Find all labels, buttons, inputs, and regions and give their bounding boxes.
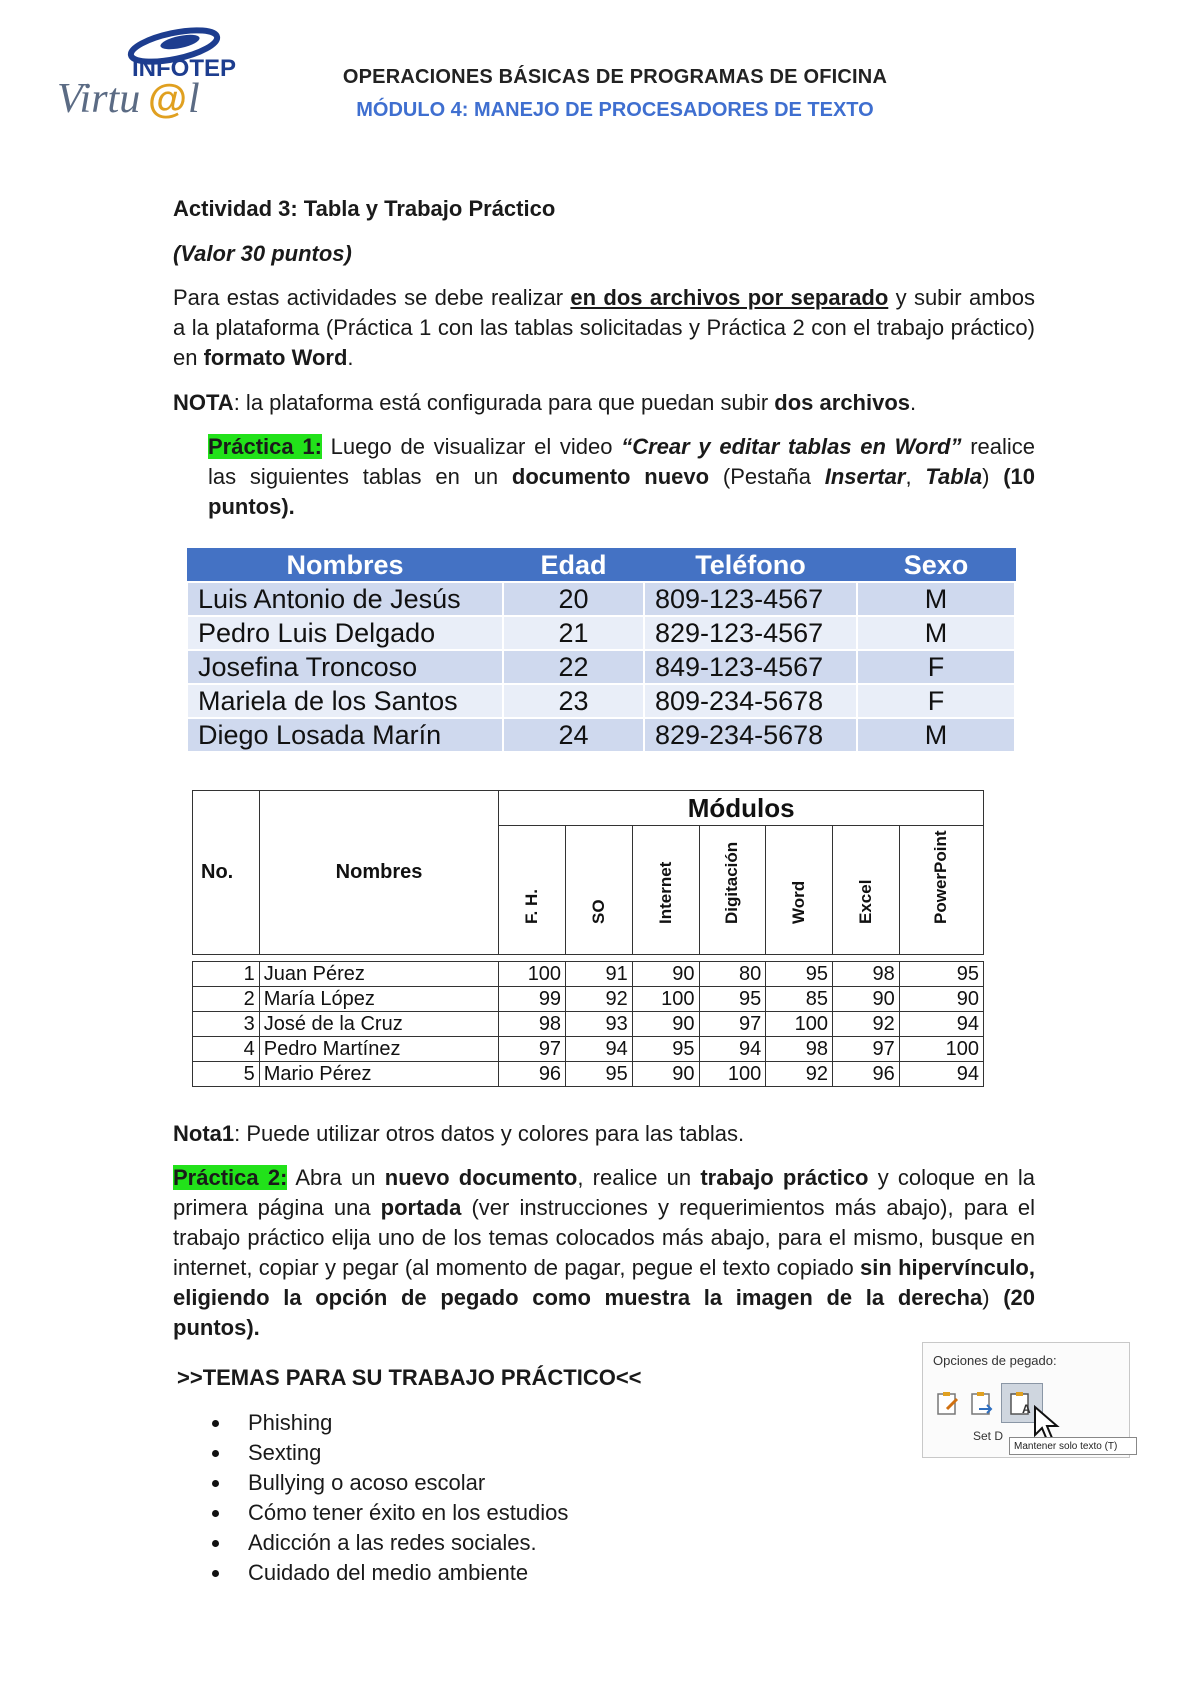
column-header: Nombres [187,549,503,583]
activity-intro-paragraph: Para estas actividades se debe realizar en dos archivos por separado y subir ambos a la plataforma (Práctica 1 con las tablas solicitadas y Práctica 2 con el trabajo práctico) en formato Word. [173,285,1035,370]
module-header: Digitación [699,826,766,955]
table-row: 5 Mario Pérez 96 95 90 100 92 96 94 [193,1062,984,1087]
svg-text:l: l [188,76,200,120]
module-header: PowerPoint [899,826,983,955]
keep-text-only-icon [1008,1389,1034,1417]
list-item: Cómo tener éxito en los estudios [208,1498,568,1528]
modules-header: Módulos [499,791,984,826]
bullet-icon [212,1570,219,1577]
students-contact-table [186,548,1016,753]
bullet-icon [212,1420,219,1427]
paste-options-image [922,1342,1130,1458]
table-row: 4 Pedro Martínez 97 94 95 94 98 97 100 [193,1037,984,1062]
practica1-paragraph: Práctica 1: Luego de visualizar el video “Crear y editar tablas en Word” realice las siguientes tablas en un documento nuevo (Pestaña Insertar, Tabla) (10 puntos). [208,434,1036,519]
temas-list [208,1408,568,1588]
bullet-icon [212,1450,219,1457]
practica1-label: Práctica 1: [208,434,322,459]
format-word: formato Word [203,345,348,370]
table-row: 1 Juan Pérez 100 91 90 80 95 98 95 [193,962,984,987]
svg-text:INFOTEP: INFOTEP [132,55,237,82]
temas-heading: >>TEMAS PARA SU TRABAJO PRÁCTICO<< [177,1365,642,1390]
practica2-label: Práctica 2: [173,1165,288,1190]
names-header: Nombres [259,791,499,955]
bullet-icon [212,1510,219,1517]
table-row: 2 María López 99 92 100 95 85 90 90 [193,987,984,1012]
list-item: Sexting [208,1438,568,1468]
svg-text:Virtu: Virtu [57,76,141,120]
merge-format-icon [969,1389,995,1417]
list-item: Bullying o acoso escolar [208,1468,568,1498]
module-header: Excel [833,826,900,955]
keep-source-format-icon [935,1389,961,1417]
module-header: SO [566,826,633,955]
table-row: Mariela de los Santos 23 809-234-5678 F [187,684,1015,718]
table-row: Josefina Troncoso 22 849-123-4567 F [187,650,1015,684]
list-item: Cuidado del medio ambiente [208,1558,568,1588]
svg-text:@: @ [148,77,188,120]
module-header: Word [766,826,833,955]
student-grades-table [192,790,984,1087]
table-row: Luis Antonio de Jesús 20 809-123-4567 M [187,582,1015,616]
table-row: 3 José de la Cruz 98 93 90 97 100 92 94 [193,1012,984,1037]
bullet-icon [212,1540,219,1547]
document-header-title: OPERACIONES BÁSICAS DE PROGRAMAS DE OFICINA [342,66,888,88]
bullet-icon [212,1480,219,1487]
table-header-row [187,549,1015,583]
table-row: Diego Losada Marín 24 829-234-5678 M [187,718,1015,752]
activity-value: (Valor 30 puntos) [173,241,352,266]
table-row: Pedro Luis Delgado 21 829-123-4567 M [187,616,1015,650]
column-header: Teléfono [644,549,857,583]
document-header-subtitle: MÓDULO 4: MANEJO DE PROCESADORES DE TEXTO [356,99,874,121]
column-header: Edad [503,549,644,583]
practica2-paragraph: Práctica 2: Abra un nuevo documento, realice un trabajo práctico y coloque en la primera página una portada (ver instrucciones y requerimientos más abajo), para el trabajo práctico elija uno de los temas colocados más abajo, para el mismo, busque en internet, copiar y pegar (al momento de pagar, pegue el texto copiado sin hipervínculo, eligiendo la opción de pegado como muestra la imagen de la derecha) (20 puntos). [173,1165,1036,1340]
list-item: Phishing [208,1408,568,1438]
column-header: Sexo [857,549,1015,583]
activity-title: Actividad 3: Tabla y Trabajo Práctico [173,196,556,221]
module-header: Internet [632,826,699,955]
list-item: Adicción a las redes sociales. [208,1528,568,1558]
intro-emphasis: en dos archivos por separado [570,285,889,310]
nota1-paragraph: Nota1: Puede utilizar otros datos y colores para las tablas. [173,1121,745,1146]
set-default-text: Set D [973,1429,1004,1443]
nota-paragraph: NOTA: la plataforma está configurada para que puedan subir dos archivos. [173,390,917,415]
paste-tooltip: Mantener solo texto (T) [1009,1437,1137,1455]
video-title: “Crear y editar tablas en Word” [621,434,962,459]
no-header: No. [193,791,260,955]
paste-options-title: Opciones de pegado: [933,1353,1057,1368]
module-header: F. H. [499,826,566,955]
svg-text:A: A [1022,1402,1031,1416]
infotep-virtual-logo [52,20,242,120]
